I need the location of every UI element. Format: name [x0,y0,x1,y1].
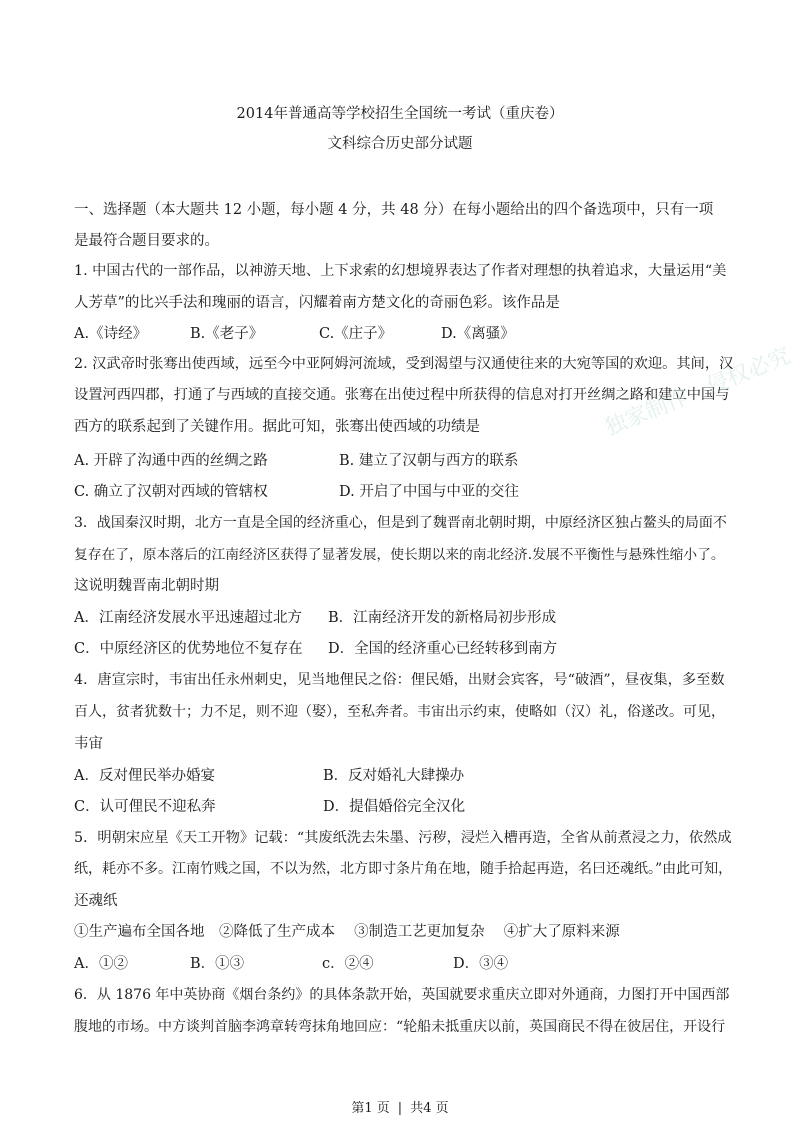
q1-stem-line1: 1. 中国古代的一部作品，以神游天地、上下求索的幻想境界表达了作者对理想的执着追求，大量运用“美 [74,263,727,279]
q5-option-d: D．③④ [453,956,509,972]
exam-subtitle: 文科综合历史部分试题 [327,136,473,152]
section-instruction-line1: 一、选择题（本大题共 12 小题，每小题 4 分，共 48 分）在每小题给出的四个备选项中，只有一项 [74,202,714,218]
q2-option-b: B. 建立了汉朝与西方的联系 [339,453,519,469]
q5-option-b: B．①③ [190,956,245,972]
q5-statements: ①生产遍布全国各地 ②降低了生产成本 ③制造工艺更加复杂 ④扩大了原料来源 [74,924,620,940]
q2-stem-line1: 2. 汉武帝时张骞出使西域，远至今中亚阿姆河流域，受到渴望与汉通使往来的大宛等国的欢迎。其间，汉 [74,356,734,372]
q6-stem-line1: 6．从 1876 年中英协商《烟台条约》的具体条款开始，英国就要求重庆立即对外通商，力图打开中国西部 [74,987,730,1003]
q1-option-a: A.《诗经》 [74,326,148,342]
q4-option-a: A．反对俚民举办婚宴 [74,768,215,784]
q5-option-a: A．①② [74,956,128,972]
q4-option-b: B．反对婚礼大肆操办 [323,768,465,784]
footer-separator: | [397,1101,403,1116]
q3-stem-line2: 复存在了，原本落后的江南经济区获得了显著发展，使长期以来的南北经济.发展不平衡性与悬殊性缩小了。 [74,547,725,563]
q1-option-c: C.《庄子》 [319,326,393,342]
q3-option-a: A．江南经济发展水平迅速超过北方 [74,610,302,626]
q3-option-b: B．江南经济开发的新格局初步形成 [328,610,557,626]
q5-stem-line1: 5．明朝宋应星《天工开物》记载：“其废纸洗去朱墨、污秽，浸烂入槽再造，全省从前煮浸之力，依然成 [74,830,732,846]
q2-stem-line2: 设置河西四郡，打通了与西域的直接交通。张骞在出使过程中所获得的信息对打开丝绸之路和建立中国与 [74,387,730,403]
page-total: 共4 页 [410,1101,449,1116]
q2-option-c: C. 确立了汉朝对西域的管辖权 [74,484,268,500]
q3-option-d: D．全国的经济重心已经转移到南方 [328,641,558,657]
q4-stem-line3: 韦宙 [74,736,103,752]
q1-stem-line2: 人芳草”的比兴手法和瑰丽的语言，闪耀着南方楚文化的奇丽色彩。该作品是 [74,295,560,311]
q2-stem-line3: 西方的联系起到了关键作用。据此可知，张骞出使西域的功绩是 [74,419,480,435]
q5-stem-line3: 还魂纸 [74,893,118,909]
q4-stem-line2: 百人，贫者犹数十；力不足，则不迎（娶），至私奔者。韦宙出示约束，使略如（汉）礼，俗遂改。可见， [74,704,725,720]
page-footer [0,1097,800,1116]
q2-option-d: D. 开启了中国与中亚的交往 [339,484,519,500]
q3-stem-line3: 这说明魏晋南北朝时期 [74,578,219,594]
q4-option-c: C．认可俚民不迎私奔 [74,799,216,815]
q3-stem-line1: 3．战国秦汉时期，北方一直是全国的经济重心，但是到了魏晋南北朝时期，中原经济区独占鳌头的局面不 [74,515,727,531]
q4-stem-line1: 4．唐宣宗时，韦宙出任永州刺史，见当地俚民之俗：俚民婚，出财会宾客，号“破酒”，昼夜集，多至数 [74,672,725,688]
q5-stem-line2: 纸，耗亦不多。江南竹贱之国，不以为然，北方即寸条片角在地，随手拾起再造，名曰还魂纸。”由此可知， [74,861,733,877]
section-instruction-line2: 是最符合题目要求的。 [74,233,219,249]
q2-option-a: A. 开辟了沟通中西的丝绸之路 [74,453,268,469]
q4-option-d: D．提倡婚俗完全汉化 [323,799,466,815]
q5-option-c: c．②④ [322,956,374,972]
exam-title: 2014年普通高等学校招生全国统一考试（重庆卷） [236,106,564,122]
q1-option-b: B.《老子》 [190,326,264,342]
q3-option-c: C．中原经济区的优势地位不复存在 [74,641,303,657]
q1-option-d: D.《离骚》 [441,326,515,342]
q6-stem-line2: 腹地的市场。中方谈判首脑李鸿章转弯抹角地回应：“轮船未抵重庆以前，英国商民不得在彼居住，开设行 [74,1019,726,1035]
page-number: 第1 页 [351,1101,390,1116]
watermark: 独家制作 侵权必究 [601,343,795,442]
